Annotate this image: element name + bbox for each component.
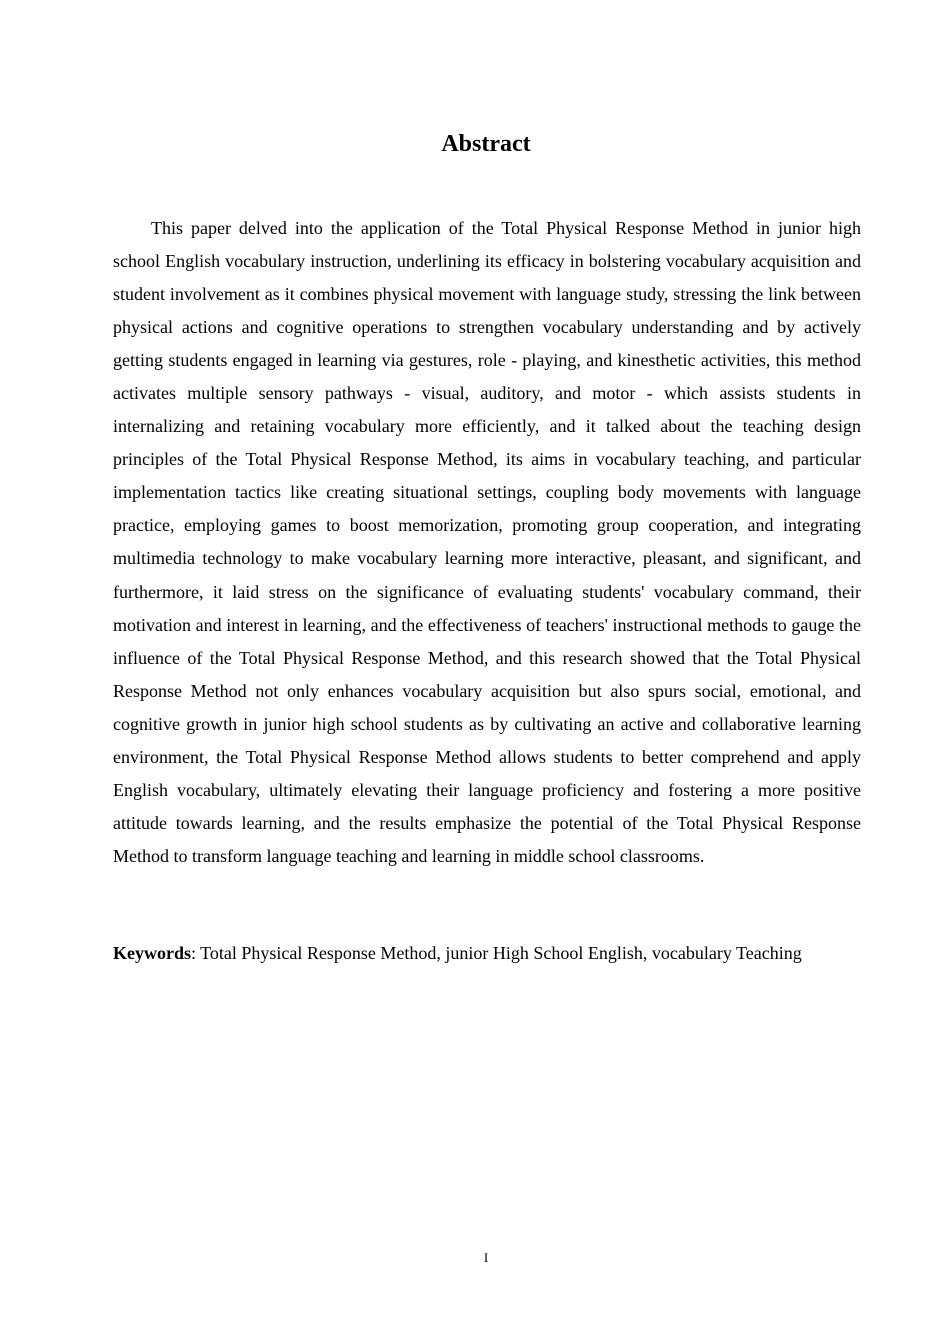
- keywords-label: Keywords: [113, 943, 191, 963]
- keywords-line: [113, 937, 873, 970]
- abstract-paragraph: This paper delved into the application of the Total Physical Response Method in junior high school English vocabulary instruction, underlining its efficacy in bolstering vocabulary acquisition and student involvement as it combines physical movement with language study, stressing the link between physical actions and cognitive operations to strengthen vocabulary understanding and by actively getting students engaged in learning via gestures, role - playing, and kinesthetic activities, this method activates multiple sensory pathways - visual, auditory, and motor - which assists students in internalizing and retaining vocabulary more efficiently, and it talked about the teaching design principles of the Total Physical Response Method, its aims in vocabulary teaching, and particular implementation tactics like creating situational settings, coupling body movements with language practice, employing games to boost memorization, promoting group cooperation, and integrating multimedia technology to make vocabulary learning more interactive, pleasant, and significant, and furthermore, it laid stress on the significance of evaluating students' vocabulary command, their motivation and interest in learning, and the effectiveness of teachers' instructional methods to gauge the influence of the Total Physical Response Method, and this research showed that the Total Physical Response Method not only enhances vocabulary acquisition but also spurs social, emotional, and cognitive growth in junior high school students as by cultivating an active and collaborative learning environment, the Total Physical Response Method allows students to better comprehend and apply English vocabulary, ultimately elevating their language proficiency and fostering a more positive attitude towards learning, and the results emphasize the potential of the Total Physical Response Method to transform language teaching and learning in middle school classrooms.: [113, 218, 861, 866]
- abstract-title: Abstract: [441, 131, 531, 157]
- keywords-list: : Total Physical Response Method, junior High School English, vocabulary Teaching: [191, 943, 802, 963]
- page-number: I: [483, 1250, 489, 1265]
